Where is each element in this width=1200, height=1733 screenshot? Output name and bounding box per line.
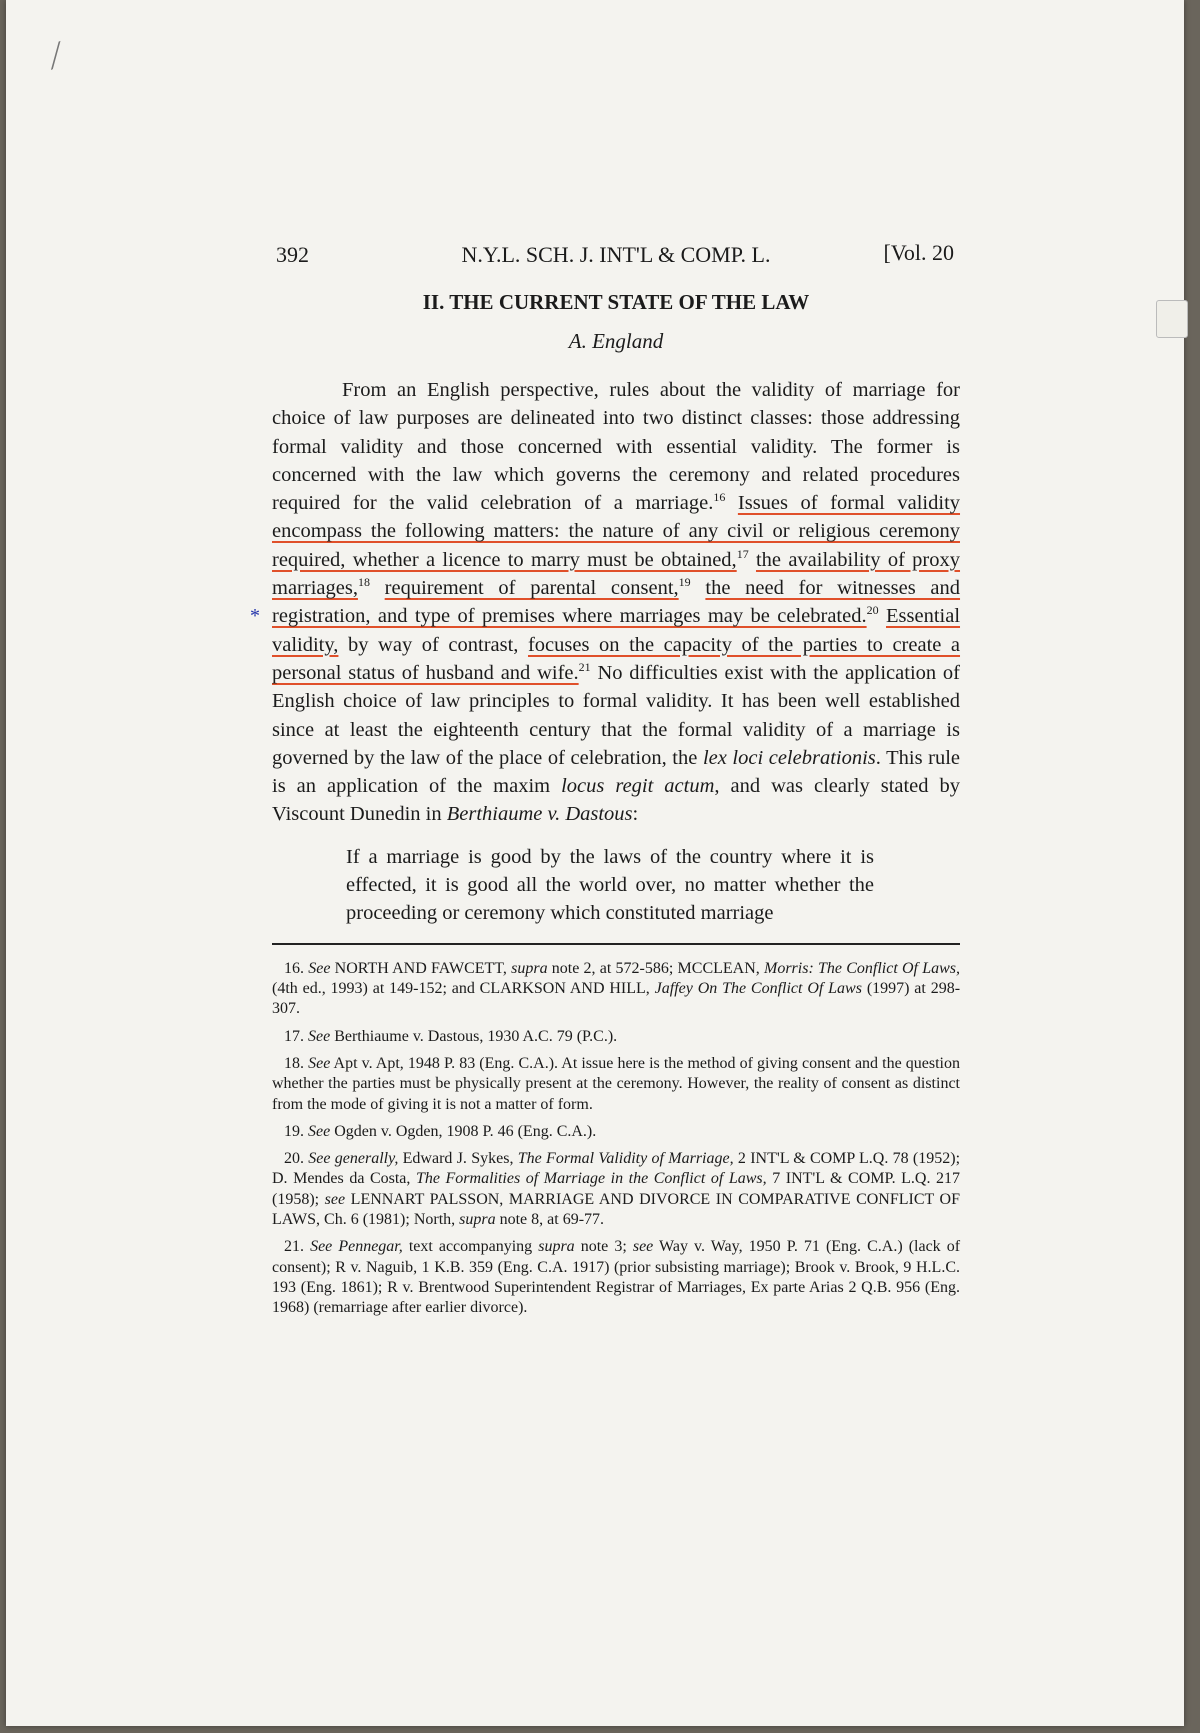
text-segment: , and was clearly stated by Viscount Dunedin in bbox=[272, 775, 961, 826]
signal: supra bbox=[459, 1211, 496, 1229]
citation-text: text accompanying bbox=[408, 1238, 533, 1256]
citation-text: note 3; bbox=[580, 1238, 627, 1256]
citation-text: Ch. 6 (1981); North, bbox=[324, 1211, 456, 1229]
footnote-18 bbox=[272, 1054, 960, 1115]
text-segment: From an English perspective, rules about the validity of marriage for choice of law purposes are delineated into two distinct classes: those addressing formal validity and those concerned with essential validity. The former is concerned with the law which governs the ceremony and related procedures required for the valid celebration of a marriage. bbox=[272, 379, 960, 515]
signal: See generally, bbox=[308, 1150, 399, 1168]
signal: see bbox=[324, 1190, 346, 1208]
citation-text: 78 (1952); D. Mendes da Costa, bbox=[272, 1150, 961, 1188]
case-name: Berthiaume v. Dastous bbox=[446, 803, 633, 826]
citation-text: Ogden v. Ogden, 1908 P. 46 (Eng. C.A.). bbox=[334, 1122, 597, 1140]
article-title: The Formalities of Marriage in the Conflict of Laws, bbox=[415, 1170, 767, 1188]
signal: see bbox=[632, 1238, 654, 1256]
volume-label: [Vol. 20 bbox=[883, 240, 954, 265]
footnote-number: 16. bbox=[284, 959, 304, 977]
footnote-number: 19. bbox=[284, 1122, 304, 1140]
citation-text: 2 bbox=[737, 1150, 746, 1168]
text-segment: by way of contrast, bbox=[348, 633, 519, 656]
highlighted-text: focuses on the capacity of the parties to create a personal status of husband and wife. bbox=[272, 633, 961, 684]
footnote-number: 20. bbox=[284, 1150, 304, 1168]
footnote-divider bbox=[272, 943, 960, 945]
citation-text: 217 (1958); bbox=[272, 1170, 961, 1208]
author: CLARKSON AND HILL, bbox=[479, 980, 650, 998]
signal: supra bbox=[538, 1238, 575, 1256]
citation-text: (1997) at 298-307. bbox=[272, 980, 961, 1018]
article-title: The Formal Validity of Marriage, bbox=[517, 1150, 734, 1168]
footnote-ref: 21 bbox=[578, 660, 591, 675]
footnote-16 bbox=[272, 959, 960, 1020]
highlighted-text: Essential validity, bbox=[272, 605, 961, 656]
italic-term: locus regit actum bbox=[561, 775, 715, 798]
italic-term: lex loci celebrationis bbox=[702, 746, 876, 769]
running-head bbox=[272, 236, 960, 270]
book-title: LENNART PALSSON, MARRIAGE AND DIVORCE IN COMPARATIVE CONFLICT OF LAWS, bbox=[272, 1190, 961, 1229]
highlighted-text: the need for witnesses and registration, and type of premises where marriages may be celebrated. bbox=[272, 577, 961, 628]
footnotes bbox=[272, 959, 960, 1319]
footnote-ref: 16 bbox=[713, 490, 726, 505]
main-paragraph bbox=[250, 376, 961, 829]
footnote-number: 17. bbox=[284, 1027, 304, 1045]
asterisk-margin-icon: * bbox=[250, 605, 260, 627]
citation-text: note 2, at 572-586; bbox=[551, 959, 674, 977]
text-segment: . This rule is an application of the maxim bbox=[272, 746, 961, 798]
signal: See Pennegar, bbox=[310, 1238, 403, 1256]
footnote-ref: 18 bbox=[357, 575, 370, 590]
sticky-tab-icon bbox=[1156, 300, 1188, 338]
document-page bbox=[250, 236, 961, 1326]
footnote-17 bbox=[272, 1027, 960, 1047]
footnote-ref: 20 bbox=[866, 603, 879, 618]
page-number: 392 bbox=[276, 242, 309, 267]
footnote-number: 18. bbox=[284, 1054, 304, 1072]
journal-title: N.Y.L. SCH. J. INT'L & COMP. L. bbox=[461, 242, 771, 267]
section-title: II. THE CURRENT STATE OF THE LAW bbox=[422, 290, 810, 314]
journal-name: INT'L & COMP L.Q. bbox=[750, 1150, 889, 1168]
footnote-ref: 17 bbox=[736, 546, 749, 561]
footnote-21 bbox=[272, 1237, 960, 1318]
text-segment: : bbox=[632, 803, 639, 826]
citation-text: 7 bbox=[772, 1170, 781, 1188]
citation-text: Way v. Way, 1950 P. 71 (Eng. C.A.) (lack of consent); R v. Naguib, 1 K.B. 359 (Eng. C.A. 1917) (prior subsisting marriage); Brook v. Brook, 9 H.L.C. 193 (Eng. 1861); R v. Brentwood Superintendent Registrar of Marriages, Ex parte Arias 2 Q.B. 956 (Eng. 1968) (remarriage after earlier divorce). bbox=[272, 1238, 961, 1317]
highlighted-text: the availability of proxy marriages, bbox=[272, 548, 961, 600]
block-quote: If a marriage is good by the laws of the country where it is effected, it is good all the world over, no matter whether the proceeding or ceremony which constituted marriage bbox=[346, 845, 874, 924]
author: NORTH AND FAWCETT, bbox=[334, 959, 507, 977]
highlighted-text: requirement of parental consent, bbox=[384, 577, 679, 600]
book-title: Morris: The Conflict Of Laws, bbox=[764, 959, 961, 977]
text-segment: No difficulties exist with the application of English choice of law principles to formal validity. It has been well established since at least the eighteenth century that the formal validity of a marriage is governed by the law of the place of celebration, the bbox=[272, 661, 961, 769]
signal: supra bbox=[511, 959, 548, 977]
footnote-19 bbox=[272, 1122, 960, 1142]
footnote-20 bbox=[272, 1149, 960, 1230]
pencil-mark-icon: ⟋ bbox=[39, 37, 73, 76]
footnote-ref: 19 bbox=[678, 575, 691, 590]
citation-text: Berthiaume v. Dastous, 1930 A.C. 79 (P.C.). bbox=[334, 1027, 618, 1045]
signal: See bbox=[308, 1027, 331, 1045]
author: MCCLEAN, bbox=[677, 959, 760, 977]
signal: See bbox=[308, 959, 331, 977]
footnote-number: 21. bbox=[284, 1238, 304, 1256]
citation-text: (4th ed., 1993) at 149-152; and bbox=[272, 980, 475, 998]
citation-text: Apt v. Apt, 1948 P. 83 (Eng. C.A.). At issue here is the method of giving consent and the question whether the parties must be physically present at the ceremony. However, the reality of consent as distinct from the mode of giving it is not a matter of form. bbox=[272, 1054, 961, 1113]
book-title: Jaffey On The Conflict Of Laws bbox=[654, 980, 862, 998]
author: Edward J. Sykes, bbox=[402, 1150, 514, 1168]
subsection-title: A. England bbox=[568, 329, 664, 353]
citation-text: note 8, at 69-77. bbox=[499, 1211, 605, 1229]
signal: See bbox=[308, 1054, 331, 1072]
highlighted-text: Issues of formal validity encompass the following matters: the nature of any civil or religious ceremony required, whether a licence to marry must be obtained, bbox=[272, 492, 961, 571]
journal-name: INT'L & COMP. L.Q. bbox=[785, 1170, 931, 1188]
signal: See bbox=[308, 1122, 331, 1140]
